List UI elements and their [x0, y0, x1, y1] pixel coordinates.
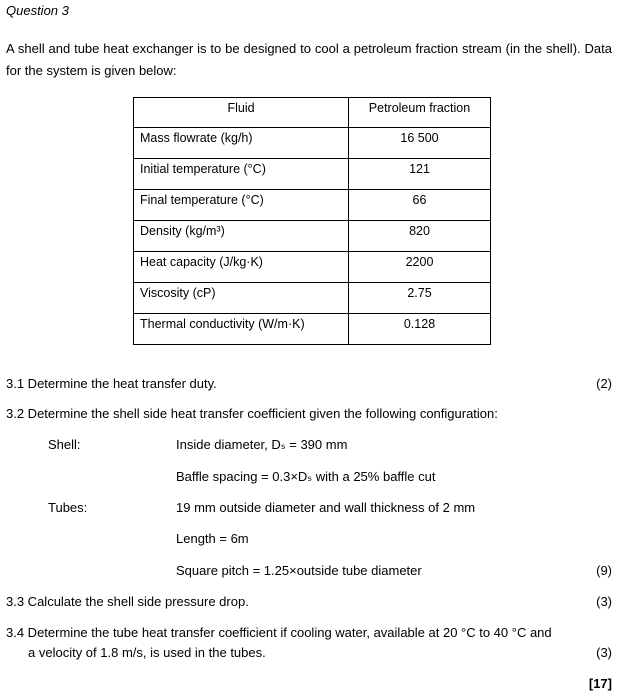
table-row: [134, 252, 491, 283]
shell-label: Shell:: [48, 437, 81, 452]
value-cell: 0.128: [349, 314, 491, 345]
tubes-label: Tubes:: [48, 500, 88, 515]
baffle-spacing: Baffle spacing = 0.3×Dₛ with a 25% baffle cut: [176, 469, 436, 484]
value-cell: 16 500: [349, 128, 491, 159]
question-3-3: 3.3 Calculate the shell side pressure drop.: [6, 594, 249, 609]
table-header-row: [134, 98, 491, 128]
property-cell: Final temperature (°C): [134, 190, 349, 221]
marks-3-2: (9): [596, 563, 612, 578]
property-cell: Initial temperature (°C): [134, 159, 349, 190]
property-cell: Thermal conductivity (W/m·K): [134, 314, 349, 345]
table-row: [134, 159, 491, 190]
shell-diameter: Inside diameter, Dₛ = 390 mm: [176, 437, 348, 452]
value-cell: 2.75: [349, 283, 491, 314]
question-title: Question 3: [6, 3, 69, 18]
table-row: [134, 221, 491, 252]
value-cell: 2200: [349, 252, 491, 283]
table-row: [134, 190, 491, 221]
fluid-data-table: [133, 97, 491, 345]
property-cell: Viscosity (cP): [134, 283, 349, 314]
property-cell: Mass flowrate (kg/h): [134, 128, 349, 159]
header-fluid: Fluid: [134, 98, 349, 128]
table-row: [134, 283, 491, 314]
question-3-1: 3.1 Determine the heat transfer duty.: [6, 376, 217, 391]
value-cell: 820: [349, 221, 491, 252]
table-row: [134, 314, 491, 345]
marks-3-3: (3): [596, 594, 612, 609]
question-3-4-line2: a velocity of 1.8 m/s, is used in the tubes.: [28, 645, 266, 660]
square-pitch: Square pitch = 1.25×outside tube diameter: [176, 563, 422, 578]
value-cell: 121: [349, 159, 491, 190]
marks-3-1: (2): [596, 376, 612, 391]
question-3-4-line1: 3.4 Determine the tube heat transfer coefficient if cooling water, available at 20 °C to 40 °C and: [6, 625, 552, 640]
value-cell: 66: [349, 190, 491, 221]
table-row: [134, 128, 491, 159]
intro-paragraph: A shell and tube heat exchanger is to be designed to cool a petroleum fraction stream (in the shell). Data for the system is given below:: [6, 41, 612, 78]
tubes-dimensions: 19 mm outside diameter and wall thickness of 2 mm: [176, 500, 476, 515]
property-cell: Heat capacity (J/kg·K): [134, 252, 349, 283]
total-marks: [17]: [588, 676, 612, 691]
marks-3-4: (3): [596, 645, 612, 660]
tube-length: Length = 6m: [176, 531, 249, 546]
question-3-2: 3.2 Determine the shell side heat transfer coefficient given the following configuration:: [6, 406, 498, 421]
header-petroleum-fraction: Petroleum fraction: [349, 98, 491, 128]
property-cell: Density (kg/m³): [134, 221, 349, 252]
